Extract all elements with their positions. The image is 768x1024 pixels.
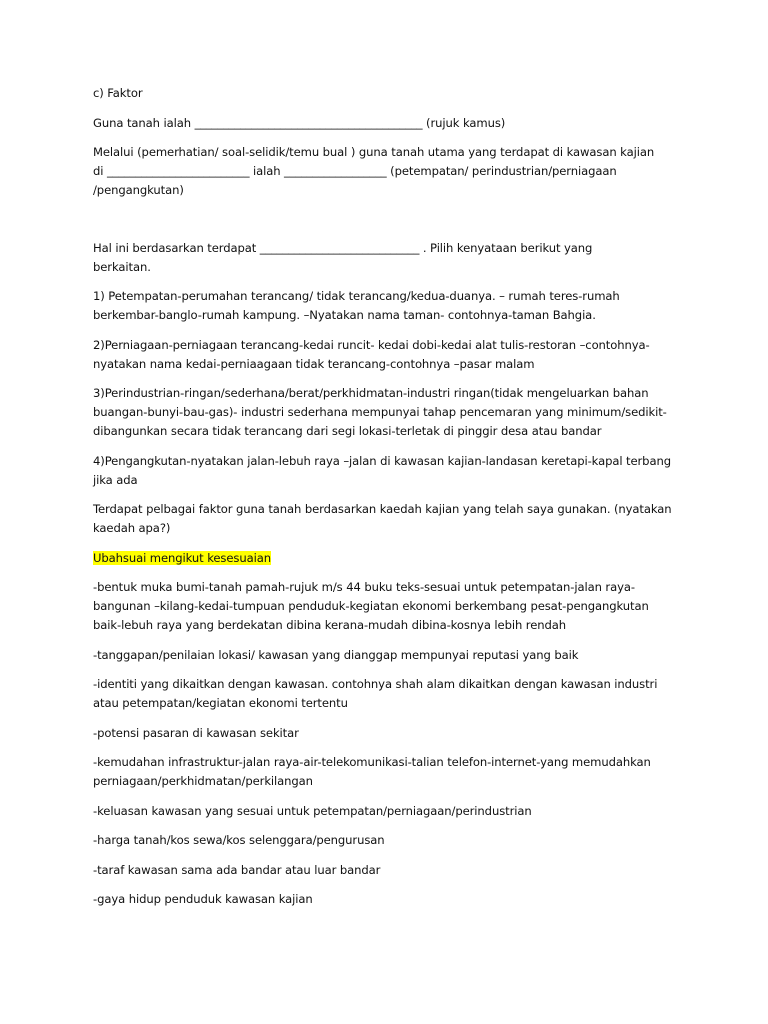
- hal-ini-line-2: berkaitan.: [93, 259, 151, 274]
- item-1-petempatan: [93, 287, 693, 325]
- gaya-paragraph: [93, 890, 693, 909]
- keluasan-paragraph: [93, 802, 693, 821]
- keluasan-line: -keluasan kawasan yang sesuai untuk petempatan/perniagaan/perindustrian: [93, 803, 532, 818]
- taraf-line: -taraf kawasan sama ada bandar atau luar bandar: [93, 862, 381, 877]
- item-4-line-2: jika ada: [93, 472, 138, 487]
- bentuk-line-1: -bentuk muka bumi-tanah pamah-rujuk m/s 44 buku teks-sesuai untuk petempatan-jalan raya-: [93, 580, 635, 594]
- hal-ini-line-1: Hal ini berdasarkan terdapat ____________________________ . Pilih kenyataan berikut yang: [93, 240, 593, 255]
- item-1-line-1: 1) Petempatan-perumahan terancang/ tidak terancang/kedua-duanya. – rumah teres-rumah: [93, 289, 620, 303]
- section-heading: [93, 84, 693, 103]
- harga-line: -harga tanah/kos sewa/kos selenggara/pengurusan: [93, 833, 385, 847]
- item-2-line-2: nyatakan nama kedai-perniaagaan tidak terancang-contohnya –pasar malam: [93, 356, 535, 371]
- item-4-pengangkutan: [93, 452, 693, 490]
- tanggapan-line: -tanggapan/penilaian lokasi/ kawasan yang dianggap mempunyai reputasi yang baik: [93, 647, 579, 662]
- terdapat-line-1: Terdapat pelbagai faktor guna tanah berdasarkan kaedah kajian yang telah saya gunakan. (nyatakan: [93, 502, 672, 516]
- heading-text: c) Faktor: [93, 86, 143, 100]
- item-4-line-1: 4)Pengangkutan-nyatakan jalan-lebuh raya –jalan di kawasan kajian-landasan keretapi-kapal terbang: [93, 453, 671, 468]
- document-page: [93, 84, 693, 920]
- melalui-paragraph: [93, 143, 693, 200]
- harga-paragraph: [93, 831, 693, 850]
- melalui-line-2: di _________________________ ialah __________________ (petempatan/ perindustrian/perniagaan: [93, 164, 617, 178]
- blank-spacer: [93, 211, 693, 239]
- tanggapan-paragraph: [93, 646, 693, 665]
- identiti-line-2: atau petempatan/kegiatan ekonomi tertentu: [93, 696, 348, 710]
- guna-tanah-line: Guna tanah ialah ________________________________________ (rujuk kamus): [93, 115, 506, 130]
- taraf-paragraph: [93, 861, 693, 880]
- item-3-line-2: buangan-bunyi-bau-gas)- industri sederhana mempunyai tahap pencemaran yang minimum/sedikit-: [93, 405, 667, 419]
- bentuk-line-3: baik-lebuh raya yang berdekatan dibina kerana-mudah dibina-kosnya lebih rendah: [93, 618, 566, 632]
- item-3-line-1: 3)Perindustrian-ringan/sederhana/berat/perkhidmatan-industri ringan(tidak mengeluarkan bahan: [93, 386, 649, 400]
- kemudahan-line-2: perniagaan/perkhidmatan/perkilangan: [93, 774, 313, 788]
- kemudahan-line-1: -kemudahan infrastruktur-jalan raya-air-telekomunikasi-talian telefon-internet-yang memudahkan: [93, 755, 651, 769]
- gaya-line: -gaya hidup penduduk kawasan kajian: [93, 892, 313, 906]
- potensi-paragraph: [93, 724, 693, 743]
- item-2-line-1: 2)Perniagaan-perniagaan terancang-kedai runcit- kedai dobi-kedai alat tulis-restoran –contohnya-: [93, 337, 650, 352]
- identiti-paragraph: [93, 675, 693, 713]
- terdapat-paragraph: [93, 500, 693, 538]
- bentuk-paragraph: [93, 578, 693, 635]
- item-3-perindustrian: [93, 384, 693, 441]
- kemudahan-paragraph: [93, 753, 693, 791]
- potensi-line: -potensi pasaran di kawasan sekitar: [93, 725, 299, 740]
- item-2-perniagaan: [93, 336, 693, 374]
- hal-ini-paragraph: [93, 239, 693, 277]
- item-3-line-3: dibangunkan secara tidak terancang dari segi lokasi-terletak di pinggir desa atau bandar: [93, 424, 602, 438]
- terdapat-line-2: kaedah apa?): [93, 521, 171, 535]
- guna-tanah-paragraph: [93, 114, 693, 133]
- identiti-line-1: -identiti yang dikaitkan dengan kawasan. contohnya shah alam dikaitkan dengan kawasan industri: [93, 677, 658, 691]
- highlighted-note: Ubahsuai mengikut kesesuaian: [93, 550, 271, 565]
- melalui-line-1: Melalui (pemerhatian/ soal-selidik/temu bual ) guna tanah utama yang terdapat di kawasan kajian: [93, 145, 655, 159]
- item-1-line-2: berkembar-banglo-rumah kampung. –Nyatakan nama taman- contohnya-taman Bahgia.: [93, 308, 596, 322]
- melalui-line-3: /pengangkutan): [93, 183, 184, 197]
- bentuk-line-2: bangunan –kilang-kedai-tumpuan penduduk-kegiatan ekonomi berkembang pesat-pengangkutan: [93, 599, 649, 613]
- highlight-paragraph: [93, 549, 693, 568]
